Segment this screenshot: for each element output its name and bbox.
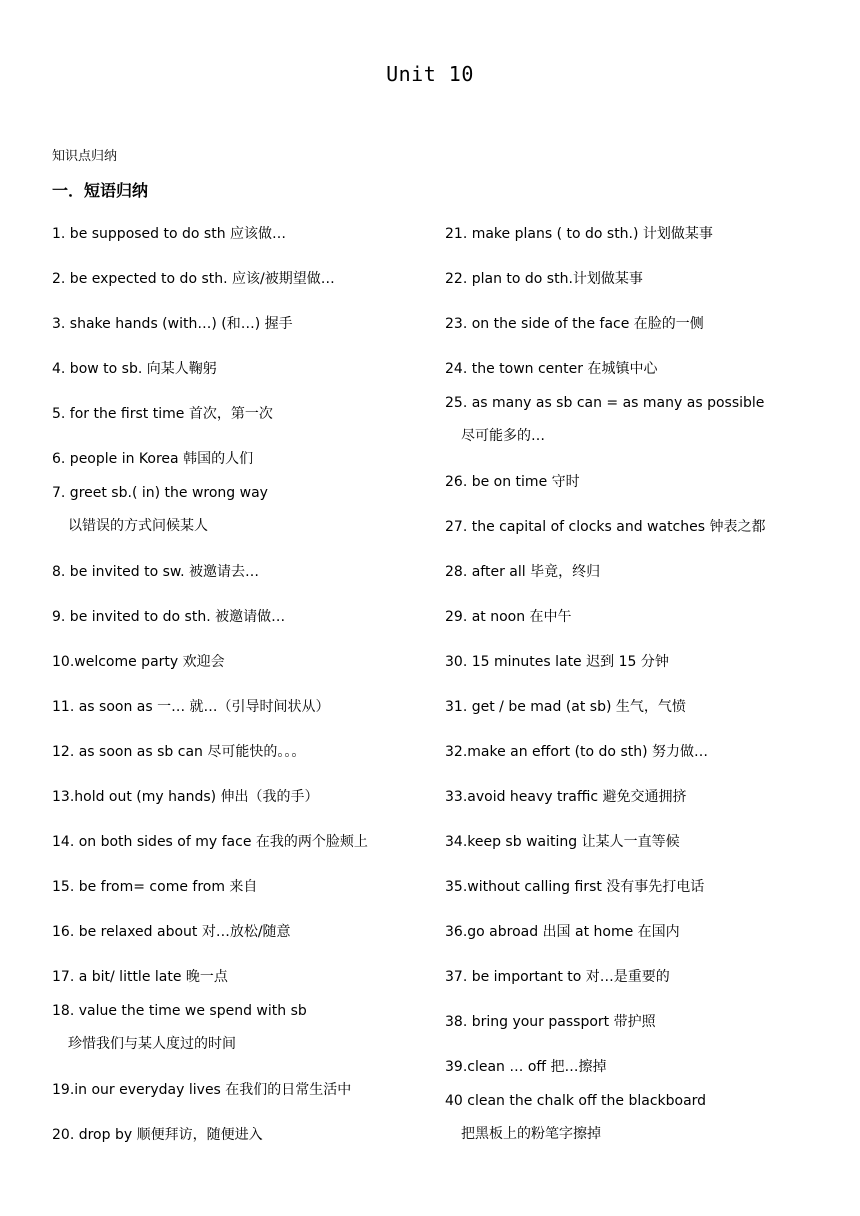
phrase-text: 36.go abroad 出国 at home 在国内	[445, 924, 680, 940]
phrase-text: 1. be supposed to do sth 应该做…	[52, 226, 287, 242]
phrase-item	[445, 315, 704, 333]
phrase-text: 37. be important to 对…是重要的	[445, 969, 670, 985]
phrase-item	[52, 698, 330, 716]
phrase-item	[445, 833, 680, 851]
phrase-item	[52, 1081, 351, 1099]
phrase-text: 35.without calling first 没有事先打电话	[445, 879, 705, 895]
phrase-item	[52, 270, 335, 288]
phrase-item	[52, 405, 273, 423]
phrase-item	[52, 450, 253, 468]
phrase-text: 20. drop by 顺便拜访，随便进入	[52, 1127, 263, 1143]
phrase-text: 9. be invited to do sth. 被邀请做…	[52, 609, 286, 625]
phrase-item	[445, 653, 669, 671]
phrase-translation: 尽可能多的…	[461, 428, 545, 444]
phrase-item	[445, 743, 708, 761]
phrase-item	[445, 563, 600, 581]
phrase-text: 5. for the first time 首次，第一次	[52, 406, 273, 422]
phrase-item	[445, 968, 670, 986]
phrase-item	[445, 518, 765, 536]
phrase-text: 33.avoid heavy traffic 避免交通拥挤	[445, 789, 687, 805]
phrase-text: 26. be on time 守时	[445, 474, 580, 490]
phrase-item	[52, 315, 293, 333]
phrase-text: 27. the capital of clocks and watches 钟表之都	[445, 519, 766, 535]
phrase-item	[52, 788, 319, 806]
phrase-item	[445, 1013, 656, 1031]
phrase-item	[52, 608, 285, 626]
phrase-text: 4. bow to sb. 向某人鞠躬	[52, 361, 217, 377]
phrase-item	[445, 473, 580, 491]
section-heading: 一．短语归纳	[52, 181, 149, 200]
phrase-text: 32.make an effort (to do sth) 努力做…	[445, 744, 709, 760]
phrase-text: 30. 15 minutes late 迟到 15 分钟	[445, 654, 669, 670]
phrase-text: 38. bring your passport 带护照	[445, 1014, 656, 1030]
phrase-text: 6. people in Korea 韩国的人们	[52, 451, 254, 467]
phrase-text: 29. at noon 在中午	[445, 609, 572, 625]
phrase-text: 39.clean … off 把…擦掉	[445, 1059, 607, 1075]
phrase-item	[52, 743, 305, 761]
phrase-translation: 把黑板上的粉笔字擦掉	[461, 1126, 601, 1142]
phrase-translation: 珍惜我们与某人度过的时间	[68, 1036, 236, 1052]
phrase-text: 2. be expected to do sth. 应该/被期望做…	[52, 271, 335, 287]
phrase-text: 14. on both sides of my face 在我的两个脸颊上	[52, 834, 368, 850]
phrase-text: 22. plan to do sth.计划做某事	[445, 271, 643, 287]
phrase-translation: 以错误的方式问候某人	[68, 518, 208, 534]
phrase-text: 3. shake hands (with…) (和…) 握手	[52, 316, 293, 332]
phrase-text: 24. the town center 在城镇中心	[445, 361, 658, 377]
phrase-text: 28. after all 毕竟，终归	[445, 564, 601, 580]
phrase-text: 21. make plans ( to do sth.) 计划做某事	[445, 226, 713, 242]
phrase-text: 13.hold out (my hands) 伸出（我的手）	[52, 789, 319, 805]
phrase-item	[52, 360, 217, 378]
phrase-text: 40 clean the chalk off the blackboard	[445, 1093, 707, 1109]
phrase-item	[445, 394, 764, 445]
phrase-item	[52, 653, 225, 671]
phrase-item	[445, 608, 572, 626]
phrase-text: 17. a bit/ little late 晚一点	[52, 969, 228, 985]
phrase-text: 7. greet sb.( in) the wrong way	[52, 485, 268, 501]
phrase-item	[445, 878, 704, 896]
phrase-item	[52, 1002, 307, 1053]
phrase-text: 34.keep sb waiting 让某人一直等候	[445, 834, 680, 850]
phrase-text: 16. be relaxed about 对…放松/随意	[52, 924, 291, 940]
phrase-text: 18. value the time we spend with sb	[52, 1003, 307, 1019]
phrase-item	[52, 225, 286, 243]
phrase-item	[445, 225, 713, 243]
phrase-item	[445, 360, 657, 378]
phrase-item	[52, 968, 228, 986]
phrase-item	[52, 878, 257, 896]
phrase-text: 23. on the side of the face 在脸的一侧	[445, 316, 704, 332]
phrase-item	[445, 923, 680, 941]
phrase-text: 10.welcome party 欢迎会	[52, 654, 225, 670]
phrase-text: 15. be from= come from 来自	[52, 879, 258, 895]
phrase-item	[445, 788, 687, 806]
phrase-text: 11. as soon as 一… 就…（引导时间状从）	[52, 699, 330, 715]
phrase-item	[52, 563, 259, 581]
phrase-text: 25. as many as sb can = as many as possible	[445, 395, 765, 411]
phrase-item	[52, 1126, 263, 1144]
phrase-text: 8. be invited to sw. 被邀请去…	[52, 564, 259, 580]
phrase-item	[52, 923, 291, 941]
phrase-item	[445, 1058, 606, 1076]
page-title: Unit 10	[386, 62, 474, 86]
phrase-text: 31. get / be mad (at sb) 生气，气愤	[445, 699, 686, 715]
phrase-text: 12. as soon as sb can 尽可能快的。。。	[52, 744, 306, 760]
phrase-item	[445, 1092, 706, 1143]
phrase-item	[445, 270, 643, 288]
phrase-item	[52, 833, 368, 851]
phrase-item	[445, 698, 686, 716]
phrase-text: 19.in our everyday lives 在我们的日常生活中	[52, 1082, 352, 1098]
section-label: 知识点归纳	[52, 149, 118, 164]
phrase-item	[52, 484, 268, 535]
